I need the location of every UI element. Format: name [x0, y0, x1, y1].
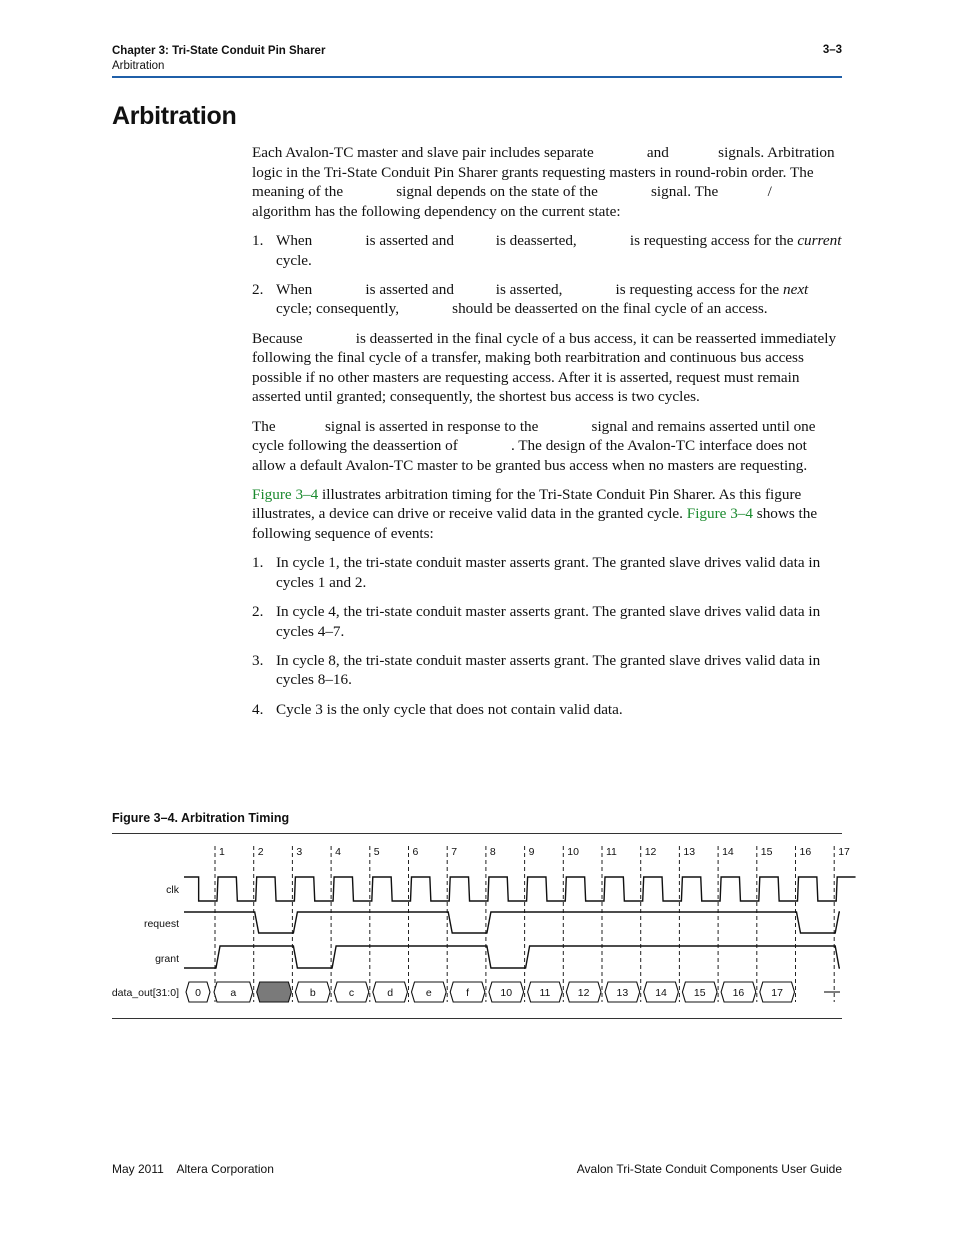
emphasis: next — [782, 280, 809, 298]
figure-link[interactable]: Figure 3–4 — [686, 505, 753, 523]
data-value: 12 — [577, 987, 590, 999]
list-text: Cycle 3 is the only cycle that does not contain valid data. — [276, 700, 623, 718]
cycle-label: 7 — [451, 846, 458, 858]
cycle-label: 14 — [722, 846, 734, 858]
list-text: cycle. — [276, 251, 312, 269]
data-value: 11 — [539, 987, 551, 999]
data-value: e — [425, 987, 432, 999]
page-number: 3–3 — [822, 44, 842, 56]
list-number: 1. — [252, 554, 264, 572]
data-value: a — [230, 987, 237, 999]
figure-caption: Figure 3–4. Arbitration Timing — [112, 811, 290, 825]
paragraph-text: shows the following sequence of events: — [252, 505, 818, 543]
data-value: 14 — [655, 987, 667, 999]
cycle-label: 17 — [838, 846, 850, 858]
signal-name: clk — [166, 884, 179, 896]
cycle-label: 3 — [296, 846, 303, 858]
data-value: d — [387, 987, 394, 999]
list-number: 3. — [252, 651, 264, 669]
section-title: Arbitration — [112, 102, 237, 130]
data-value: b — [309, 987, 316, 999]
cycle-label: 15 — [760, 846, 773, 858]
data-value: 0 — [195, 987, 201, 999]
data-value: 16 — [732, 987, 745, 999]
list-number: 1. — [252, 231, 264, 249]
section-name: Arbitration — [112, 60, 165, 72]
list-text: In cycle 8, the tri-state conduit master asserts grant. The granted slave drives valid data in cycles 8–16. — [276, 651, 821, 689]
paragraph: Because is deasserted in the final cycle of a bus access, it can be reasserted immediately following the final cycle of a transfer, making both rearbitration and continuous bus access possible if no other masters are requesting access. After it is asserted, request must remain asserted until granted; consequently, the shortest bus access is two cycles. — [252, 329, 840, 406]
footer-left: May 2011 Altera Corporation — [112, 1162, 274, 1176]
cycle-label: 13 — [683, 846, 696, 858]
paragraph: Each Avalon-TC master and slave pair includes separate and signals. Arbitration logic in the Tri-State Conduit Pin Sharer grants requesting masters in round-robin order. The meaning of the signal depends on the state of the signal. The / algorithm has the following dependency on the current state: — [252, 144, 839, 220]
list-text: In cycle 1, the tri-state conduit master asserts grant. The granted slave drives valid data in cycles 1 and 2. — [276, 554, 821, 591]
list-number: 4. — [252, 700, 264, 718]
data-value: f — [466, 987, 470, 999]
cycle-label: 10 — [567, 846, 579, 858]
cycle-label: 2 — [257, 846, 264, 858]
cycle-label: 8 — [489, 846, 496, 858]
cycle-label: 12 — [644, 846, 657, 858]
signal-name: data_out[31:0] — [111, 987, 179, 999]
cycle-label: 9 — [528, 846, 535, 858]
signal-name: request — [143, 918, 179, 930]
emphasis: current — [797, 231, 842, 249]
footer-right: Avalon Tri-State Conduit Components User Guide — [576, 1162, 842, 1176]
clk-waveform — [184, 877, 856, 901]
cycle-label: 4 — [335, 846, 341, 858]
data-value: 15 — [693, 987, 706, 999]
data-value: 17 — [771, 987, 783, 999]
cycle-label: 1 — [219, 846, 225, 858]
figure-link[interactable]: Figure 3–4 — [252, 485, 319, 503]
signal-name: grant — [155, 953, 179, 965]
paragraph-text: illustrates arbitration timing for the Tri-State Conduit Pin Sharer. As this figure illustrates, a device can drive or receive valid data in the granted cycle. — [252, 485, 802, 523]
data-value: 13 — [616, 987, 629, 999]
request-waveform — [184, 912, 840, 933]
data-value: 10 — [500, 987, 513, 999]
list-number: 2. — [252, 280, 264, 298]
grant-waveform — [184, 946, 840, 968]
cycle-label: 5 — [373, 846, 380, 858]
chapter-title: Chapter 3: Tri-State Conduit Pin Sharer — [112, 45, 326, 57]
invalid-data-cell — [257, 982, 292, 1002]
list-text: cycle; consequently, should be deasserted on the final cycle of an access. — [276, 280, 813, 318]
paragraph: The signal is asserted in response to the signal and remains asserted until one cycle following the deassertion of . The design of the Avalon-TC interface does not allow a default Avalon-TC master to be granted bus access when no masters are requesting. — [252, 417, 820, 474]
cycle-label: 6 — [412, 846, 419, 858]
cycle-label: 11 — [606, 846, 617, 858]
cycle-label: 16 — [799, 846, 812, 858]
data-value: c — [348, 987, 355, 999]
list-text: When is asserted and is deasserted, is requesting access for the — [276, 231, 798, 249]
list-text: In cycle 4, the tri-state conduit master asserts grant. The granted slave drives valid data in cycles 4–7. — [276, 603, 821, 640]
list-number: 2. — [252, 603, 264, 621]
list-text: When is asserted and is asserted, is requesting access for the — [276, 280, 783, 298]
